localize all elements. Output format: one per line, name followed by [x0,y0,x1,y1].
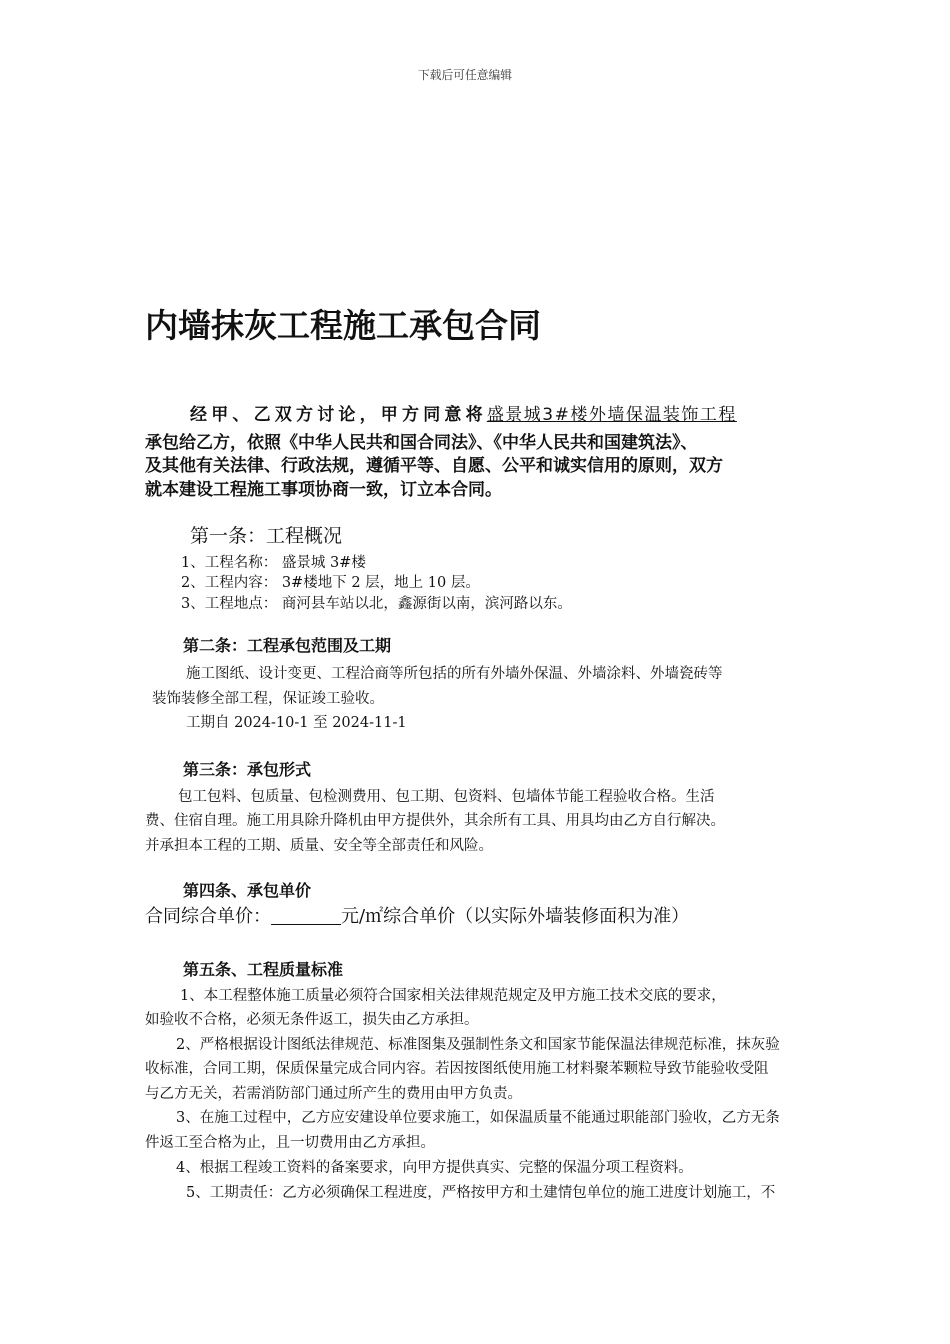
article-1-heading: 第一条：工程概况 [190,525,343,547]
article-1-item: 3、工程地点： 商河县车站以北，鑫源街以南，滨河路以东。 [181,596,572,612]
article-1-item: 2、工程内容： 3#楼地下 2 层，地上 10 层。 [181,575,480,591]
intro-line-4: 就本建设工程施工事项协商一致，订立本合同。 [145,480,502,500]
construction-period: 工期自 2024-10-1 至 2024-11-1 [186,715,407,731]
article-5-line: 与乙方无关，若需消防部门通过所产生的费用由甲方负责。 [145,1086,522,1102]
article-1-item: 1、工程名称： 盛景城 3#楼 [181,555,366,571]
article-4-heading: 第四条、承包单价 [183,881,312,900]
article-5-line: 件返工至合格为止，且一切费用由乙方承担。 [145,1135,435,1151]
article-5-line: 1、本工程整体施工质量必须符合国家相关法律规范规定及甲方施工技术交底的要求， [180,988,726,1004]
article-3-line: 并承担本工程的工期、质量、安全等全部责任和风险。 [145,838,493,854]
article-5-line: 收标准，合同工期，保质保量完成合同内容。若因按图纸使用施工材料聚苯颗粒导致节能验收受阻 [145,1061,769,1077]
intro-line-1 [190,400,737,425]
watermark-text: 下载后可任意编辑 [418,68,513,82]
article-2-line: 装饰装修全部工程，保证竣工验收。 [152,691,384,707]
article-5-line: 如验收不合格，必须无条件返工，损失由乙方承担。 [145,1012,479,1028]
article-3-line: 费、住宿自理。施工用具除升降机由甲方提供外，其余所有工具、用具均由乙方自行解决。 [145,813,725,829]
article-2-heading: 第二条：工程承包范围及工期 [183,636,392,655]
unit-price-label: 合同综合单价： [145,906,271,927]
article-2-line: 施工图纸、设计变更、工程洽商等所包括的所有外墙外保温、外墙涂料、外墙瓷砖等 [186,666,723,682]
article-5-line: 4、根据工程竣工资料的备案要求，向甲方提供真实、完整的保温分项工程资料。 [176,1160,693,1176]
page-title: 内墙抹灰工程施工承包合同 [145,306,541,345]
article-5-line: 2、严格根据设计图纸法律规范、标准图集及强制性条文和国家节能保温法律规范标准，抹灰验 [176,1037,780,1053]
unit-price-suffix: 元/㎡综合单价（以实际外墙装修面积为准） [341,906,690,927]
intro-line-3: 及其他有关法律、行政法规，遵循平等、自愿、公平和诚实信用的原则，双方 [145,456,723,476]
article-5-line: 3、在施工过程中，乙方应安建设单位要求施工，如保温质量不能通过职能部门验收，乙方无条 [176,1110,780,1126]
article-5-line: 5、工期责任：乙方必须确保工程进度，严格按甲方和土建情包单位的施工进度计划施工，不 [186,1185,776,1201]
article-3-line: 包工包料、包质量、包检测费用、包工期、包资料、包墙体节能工程验收合格。生活 [178,789,715,805]
unit-price-line [145,902,689,928]
unit-price-blank [271,906,341,925]
intro-line-2: 承包给乙方，依照《中华人民共和国合同法》、《中华人民共和国建筑法》、 [145,433,698,453]
intro-prefix: 经甲、乙双方讨论，甲方同意将 [190,405,487,425]
article-3-heading: 第三条：承包形式 [183,760,312,779]
project-name: 盛景城3#楼外墙保温装饰工程 [486,405,737,425]
article-5-heading: 第五条、工程质量标准 [183,960,344,979]
